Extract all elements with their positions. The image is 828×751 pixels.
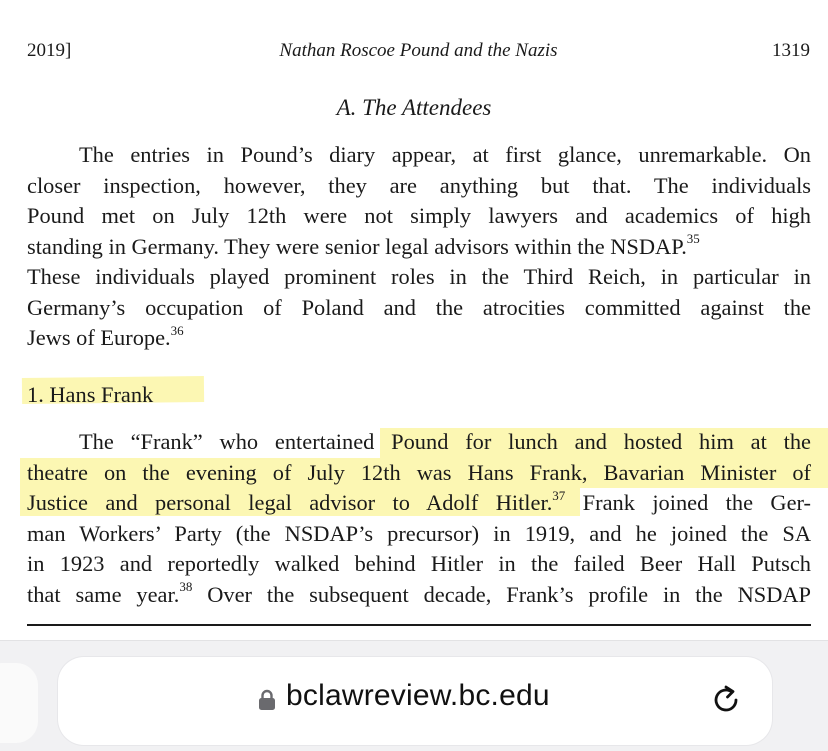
text-line: theatre on the evening of July 12th was Hans Frank, Bavarian Minister of xyxy=(27,459,811,485)
footnote-divider xyxy=(27,624,811,626)
footnote-ref-38[interactable]: 38 xyxy=(179,579,193,595)
text-line: standing in Germany. They were senior legal advisors within the NSDAP.$^{35}$ xyxy=(27,231,700,259)
paragraph-attendees xyxy=(27,140,811,354)
text-line: Pound met on July 12th were not simply lawyers and academics of high xyxy=(27,203,811,228)
text-line: that same year.$^{38}$ Over the subsequent decade, Frank’s profile in the NSDAP xyxy=(27,579,811,607)
text-line: Justice and personal legal advisor to Adolf Hitler.$^{37}$ Frank joined the Ger- xyxy=(27,487,811,515)
subheading-hans-frank: 1. Hans Frank xyxy=(27,382,154,407)
footnote-ref-36[interactable]: 36 xyxy=(170,322,184,338)
section-title: A. The Attendees xyxy=(336,95,492,120)
previous-tab-edge[interactable] xyxy=(0,663,38,743)
text-line: Jews of Europe.$^{36}$ xyxy=(27,322,184,350)
footnote-ref-35[interactable]: 35 xyxy=(686,231,700,247)
lock-icon xyxy=(258,689,276,711)
text-line: man Workers’ Party (the NSDAP’s precursor) in 1919, and he joined the SA xyxy=(27,520,811,546)
reload-icon[interactable] xyxy=(709,683,743,717)
browser-toolbar xyxy=(0,640,828,751)
text-line: Germany’s occupation of Poland and the atrocities committed against the xyxy=(27,294,811,320)
running-head xyxy=(27,40,810,68)
address-bar[interactable] xyxy=(58,657,772,745)
running-head-title: Nathan Roscoe Pound and the Nazis xyxy=(279,40,558,61)
text-line: The “Frank” who entertained Pound for lunch and hosted him at the xyxy=(79,429,811,454)
paragraph-hans-frank xyxy=(27,427,811,610)
text-line: closer inspection, however, they are anything but that. The individuals xyxy=(27,172,811,198)
url-text[interactable]: bclawreview.bc.edu xyxy=(286,679,550,712)
page-number: 1319 xyxy=(772,40,810,61)
text-line: These individuals played prominent roles in the Third Reich, in particular in xyxy=(27,264,811,289)
text-line: in 1923 and reportedly walked behind Hitler in the failed Beer Hall Putsch xyxy=(27,551,811,576)
footnote-ref-37[interactable]: 37 xyxy=(552,487,566,503)
text-line: The entries in Pound’s diary appear, at first glance, unremarkable. On xyxy=(79,142,811,167)
running-head-volume: 2019] xyxy=(27,40,72,61)
